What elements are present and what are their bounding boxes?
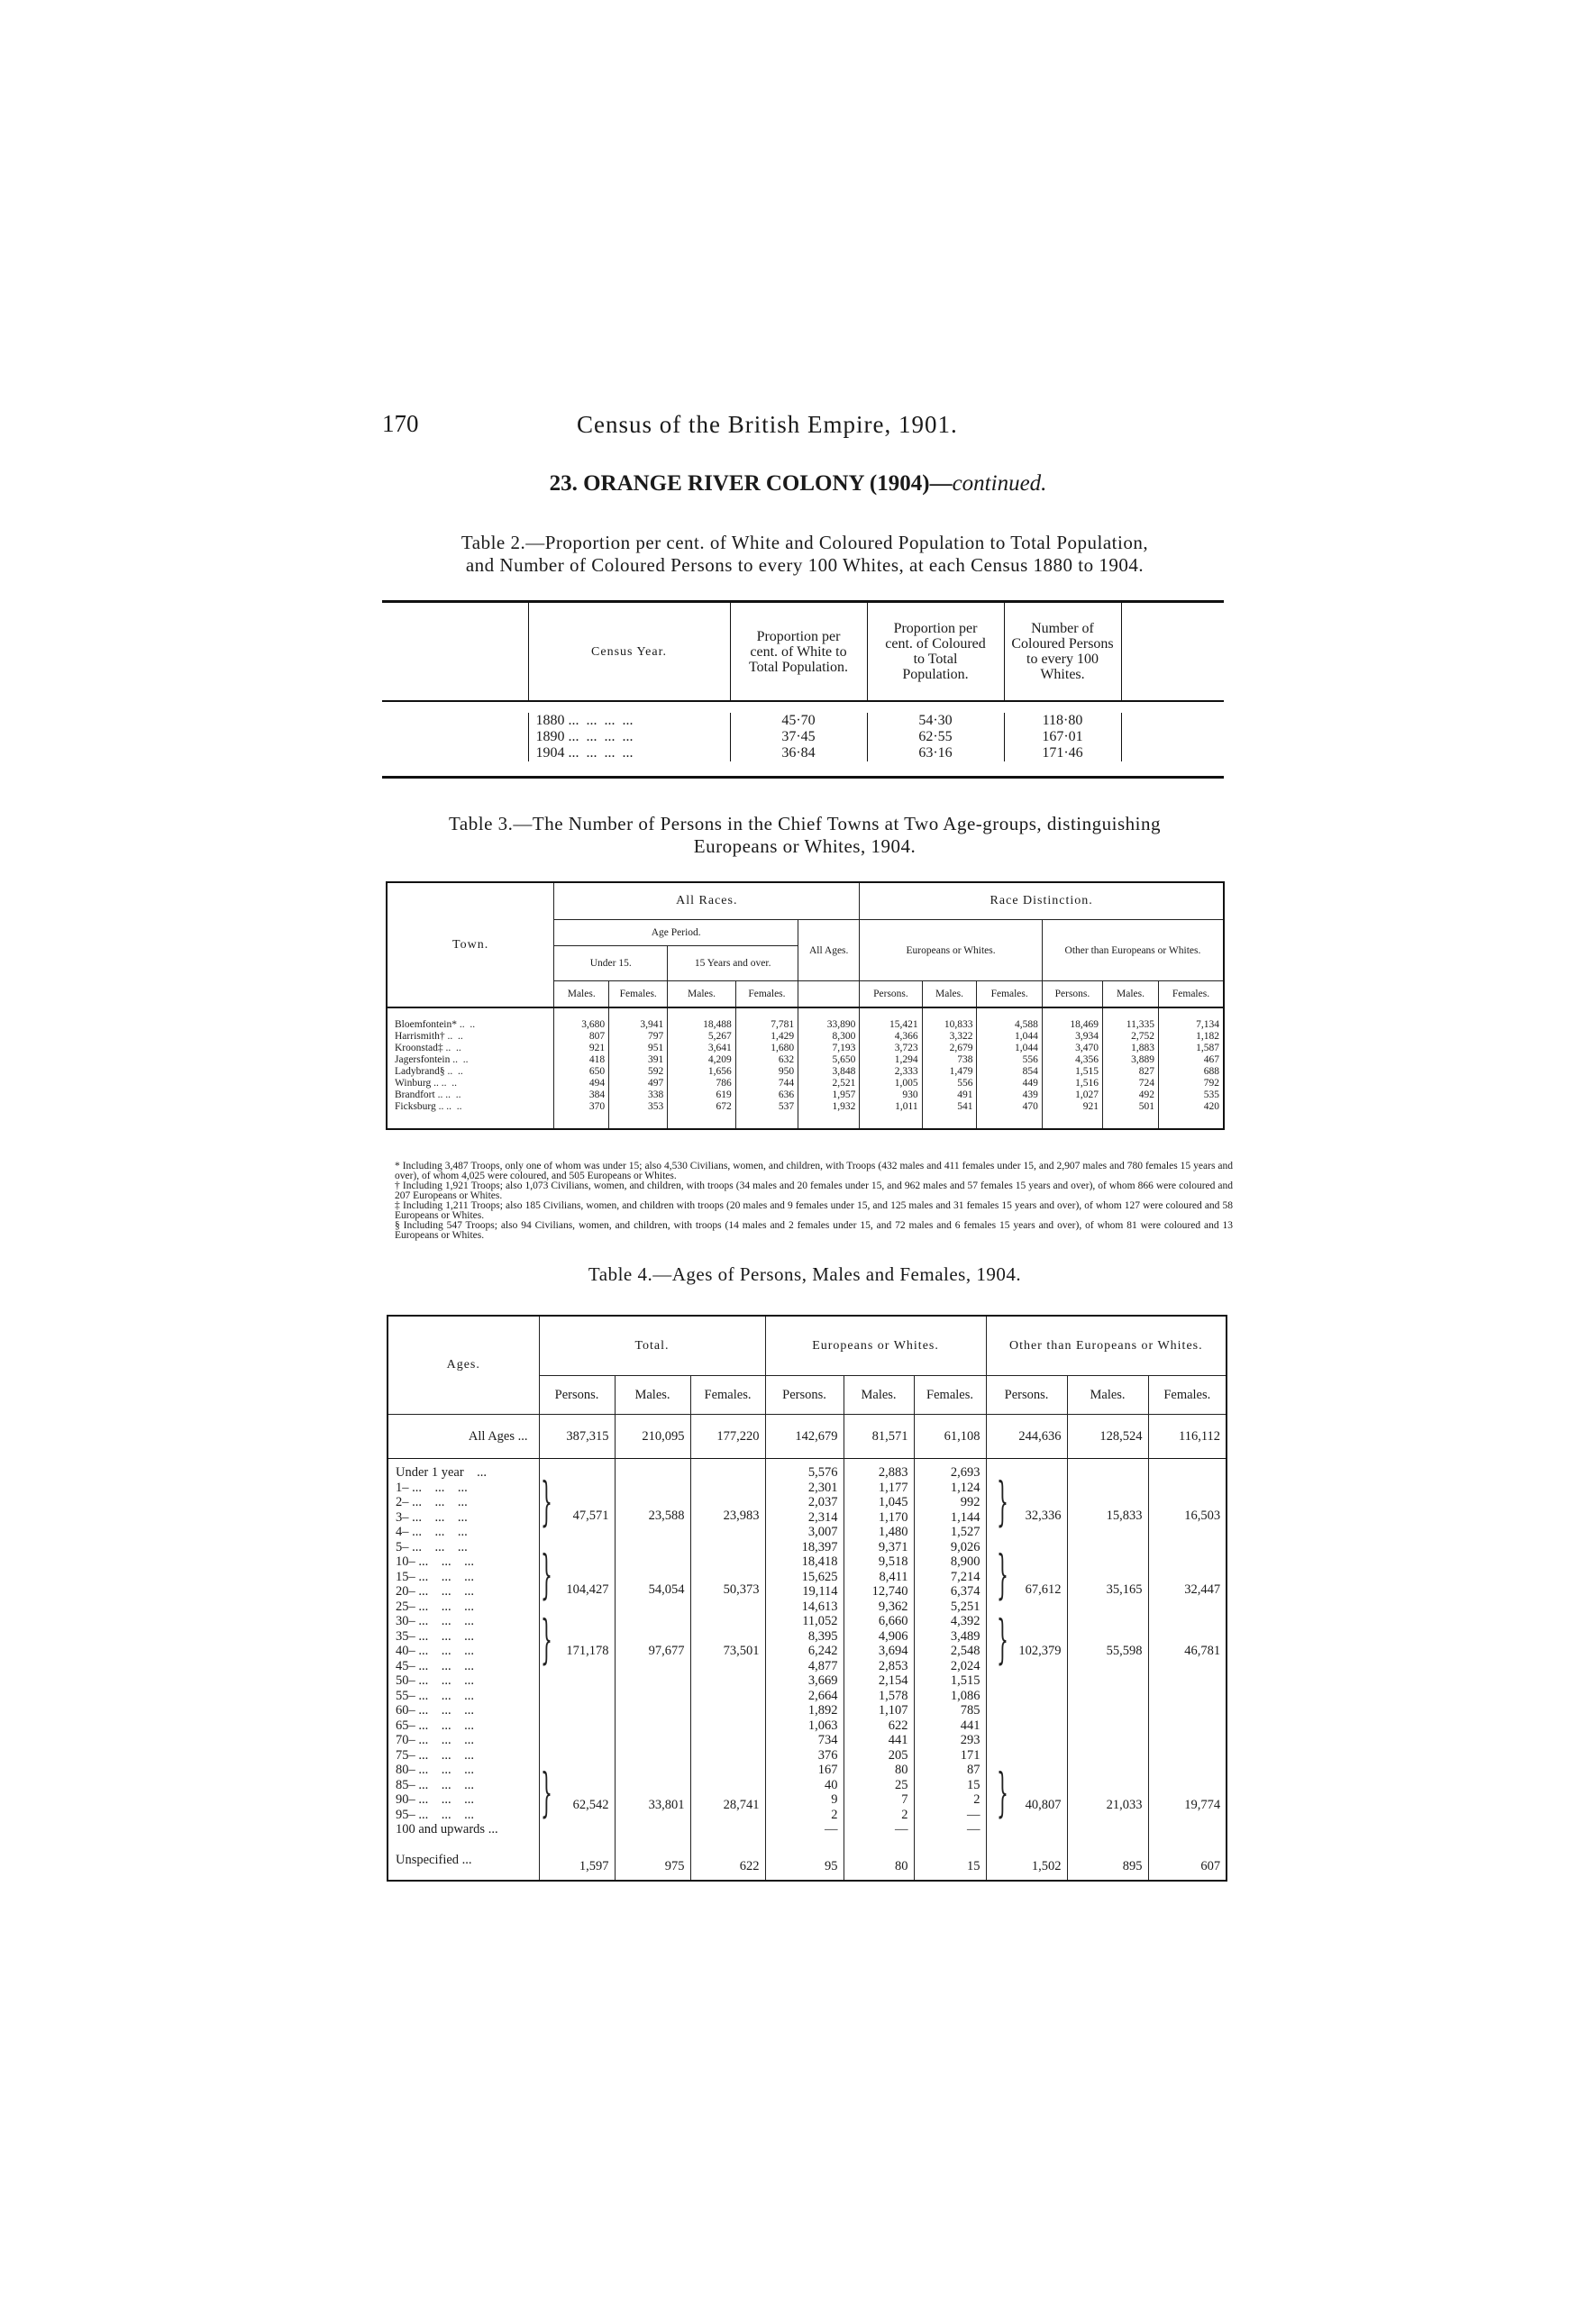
t4-g3-tm: 33,801 — [648, 1798, 685, 1812]
footnote: * Including 3,487 Troops, only one of whom was under 15; also 4,530 Civilians, women, and children, with Troops (432 males and 411 females under 15, and 2,907 males and 780 females 15 years and over), of whom 4,025 were coloured, and 505 Europeans or Whites. — [395, 1161, 1233, 1181]
t4-g2-tp: 171,178 — [566, 1644, 609, 1658]
t4-g3-op: 40,807 — [1025, 1798, 1062, 1812]
t2-header-white: Proportion per cent. of White to Total Population. — [730, 602, 867, 702]
t4-g1-tm: 54,054 — [648, 1582, 685, 1597]
t4-g3-tf: 28,741 — [723, 1798, 760, 1812]
t3-header-town: Town. — [387, 882, 554, 1007]
t2-year: 1890 ... ... ... ... — [528, 729, 730, 745]
t4-total-males-col — [615, 1459, 690, 1854]
t4-total-females-col — [690, 1459, 765, 1854]
t2-white: 37·45 — [730, 729, 867, 745]
t3-u15-females: 3,941 797 951 391 592 497 338 353 — [609, 1007, 668, 1129]
footnote: ‡ Including 1,211 Troops; also 185 Civilians, women, and children with troops (20 males and 9 females under 15, and 125 males and 31 females 15 years and over), of whom 127 were coloured and 58 Europeans or Whites. — [395, 1200, 1233, 1221]
cell: 622 — [690, 1853, 765, 1881]
t4-h-total-males: Males. — [615, 1376, 690, 1415]
t4-g2-of: 46,781 — [1184, 1644, 1221, 1658]
t3-o15-males: 18,488 5,267 3,641 4,209 1,656 786 619 672 — [668, 1007, 736, 1129]
section-title-suffix: continued. — [952, 471, 1047, 496]
cell: 387,315 — [539, 1415, 615, 1459]
t3-header-other: Other than Europeans or Whites. — [1042, 920, 1224, 981]
t4-g3-of: 19,774 — [1184, 1798, 1221, 1812]
cell: 895 — [1067, 1853, 1148, 1881]
t2-row — [382, 713, 1224, 729]
t4-unspecified-row — [388, 1853, 1227, 1881]
cell: 1,502 — [986, 1853, 1067, 1881]
t2-spacer — [382, 713, 528, 729]
t3-h-o15-males: Males. — [668, 981, 736, 1008]
t4-g0-tf: 23,983 — [723, 1508, 760, 1523]
t4-h-total-persons: Persons. — [539, 1376, 615, 1415]
t2-spacer — [382, 729, 528, 745]
t3-h-u15-females: Females. — [609, 981, 668, 1008]
t3-eu-persons: 15,421 4,366 3,723 1,294 2,333 1,005 930 1,011 — [860, 1007, 922, 1129]
t3-ot-persons: 18,469 3,934 3,470 4,356 1,515 1,516 1,027 921 — [1042, 1007, 1102, 1129]
section-title — [0, 471, 1596, 497]
cell: 80 — [844, 1853, 914, 1881]
group-brace: } — [997, 1762, 1008, 1823]
t2-white: 45·70 — [730, 713, 867, 729]
t3-header-europeans: Europeans or Whites. — [860, 920, 1043, 981]
t4-h-eu-males: Males. — [844, 1376, 914, 1415]
t3-h-u15-males: Males. — [554, 981, 609, 1008]
t4-g1-om: 35,165 — [1106, 1582, 1143, 1597]
t3-h-ot-males: Males. — [1103, 981, 1159, 1008]
t4-eu-females-col: 2,693 1,124 992 1,144 1,527 9,026 8,900 7,214 6,374 5,251 4,392 3,489 2,548 2,024 1,515 1,086 785 441 293 171 87 15 2 — — — [914, 1459, 986, 1854]
t4-g1-tp: 104,427 — [566, 1582, 609, 1597]
t3-h-eu-persons: Persons. — [860, 981, 922, 1008]
t2-spacer — [382, 745, 528, 761]
running-head: Census of the British Empire, 1901. — [577, 411, 958, 438]
section-title-text: 23. ORANGE RIVER COLONY (1904)— — [549, 471, 953, 496]
t4-other-females-col — [1148, 1459, 1227, 1854]
table3-caption-line2: Europeans or Whites, 1904. — [693, 835, 917, 857]
table4-caption: Table 4.—Ages of Persons, Males and Females, 1904. — [588, 1263, 1022, 1285]
t2-header-number: Number of Coloured Persons to every 100 Whites. — [1004, 602, 1121, 702]
table3-caption-line1: Table 3.—The Number of Persons in the Chief Towns at Two Age-groups, distinguishing — [449, 813, 1161, 834]
table2-caption-line2: and Number of Coloured Persons to every 100 Whites, at each Census 1880 to 1904. — [465, 554, 1145, 576]
t3-header-race-distinction: Race Distinction. — [860, 882, 1224, 920]
t4-g3-tp: 62,542 — [572, 1798, 609, 1812]
t2-header-year: Census Year. — [528, 602, 730, 702]
t3-eu-males: 10,833 3,322 2,679 738 1,479 556 491 541 — [922, 1007, 977, 1129]
t3-h-ot-persons: Persons. — [1042, 981, 1102, 1008]
cell: 244,636 — [986, 1415, 1067, 1459]
t2-coloured: 63·16 — [867, 745, 1004, 761]
t4-g0-tp: 47,571 — [572, 1508, 609, 1523]
cell: 142,679 — [765, 1415, 844, 1459]
t3-all-ages: 33,890 8,300 7,193 5,650 3,848 2,521 1,957 1,932 — [798, 1007, 860, 1129]
t2-white: 36·84 — [730, 745, 867, 761]
t4-h-ot-males: Males. — [1067, 1376, 1148, 1415]
t4-all-ages-row — [388, 1415, 1227, 1459]
page-number: 170 — [382, 410, 419, 437]
t2-row — [382, 745, 1224, 761]
group-brace: } — [541, 1471, 552, 1532]
cell: 607 — [1148, 1853, 1227, 1881]
cell: 15 — [914, 1853, 986, 1881]
t4-h-ot-persons: Persons. — [986, 1376, 1067, 1415]
footnotes — [386, 1162, 1233, 1241]
t4-other-males-col — [1067, 1459, 1148, 1854]
t3-h-eu-females: Females. — [977, 981, 1042, 1008]
t4-g0-op: 32,336 — [1025, 1508, 1062, 1523]
t4-g2-om: 55,598 — [1106, 1644, 1143, 1658]
t4-g1-op: 67,612 — [1025, 1582, 1062, 1597]
t4-age-labels: Under 1 year ... 1– ... ... ... 2– ... ... ... 3– ... ... ... 4– ... ... ... 5– ... ... ... 10– ... ... ... 15– ... ... ... 20– ... ... ... 25– ... ... ... 30– ... ... ... 35– ... ... ... 40– ... ... ... 45– ... ... ... 50– ... ... ... 55– ... ... ... 60– ... ... ... 65– ... ... ... 70– ... ... ... 75– ... ... ... 80– ... ... ... 85– ... ... ... 90– ... ... ... 95– ... ... ... 100 and upwards ... — [388, 1459, 539, 1854]
t4-eu-males-col: 2,883 1,177 1,045 1,170 1,480 9,371 9,518 8,411 12,740 9,362 6,660 4,906 3,694 2,853 2,154 1,578 1,107 622 441 205 80 25 7 2 — — [844, 1459, 914, 1854]
t4-header-total: Total. — [539, 1316, 765, 1376]
t4-unspecified-label: Unspecified ... — [388, 1853, 539, 1881]
t4-header-europeans: Europeans or Whites. — [765, 1316, 986, 1376]
t2-number: 167·01 — [1004, 729, 1121, 745]
t4-g0-tm: 23,588 — [648, 1508, 685, 1523]
group-brace: } — [541, 1544, 552, 1605]
t4-h-eu-females: Females. — [914, 1376, 986, 1415]
table2 — [382, 600, 1224, 779]
t4-g0-of: 16,503 — [1184, 1508, 1221, 1523]
group-brace: } — [997, 1609, 1008, 1670]
t3-header-15-over: 15 Years and over. — [668, 946, 798, 981]
t4-g2-tm: 97,677 — [648, 1644, 685, 1658]
t3-header-all-races: All Races. — [554, 882, 860, 920]
group-brace: } — [541, 1609, 552, 1670]
table3-caption — [382, 813, 1227, 858]
t3-h-ot-females: Females. — [1158, 981, 1224, 1008]
t2-row — [382, 729, 1224, 745]
t4-g2-op: 102,379 — [1018, 1644, 1062, 1658]
cell: 975 — [615, 1853, 690, 1881]
t3-town-names: Bloemfontein* .. .. Harrismith† .. .. Kroonstad‡ .. .. Jagersfontein .. .. Ladybrand§ .. .. Winburg .. .. .. Brandfort .. .. .. Ficksburg .. .. .. — [387, 1007, 554, 1129]
t4-h-total-females: Females. — [690, 1376, 765, 1415]
cell: 210,095 — [615, 1415, 690, 1459]
t2-year: 1880 ... ... ... ... — [528, 713, 730, 729]
t4-g2-tf: 73,501 — [723, 1644, 760, 1658]
t2-header-coloured: Proportion per cent. of Coloured to Total Population. — [867, 602, 1004, 702]
cell: 1,597 — [539, 1853, 615, 1881]
t2-spacer — [1121, 729, 1224, 745]
group-brace: } — [997, 1471, 1008, 1532]
t3-header-all-ages: All Ages. — [798, 920, 860, 981]
t3-ot-males: 11,335 2,752 1,883 3,889 827 724 492 501 — [1103, 1007, 1159, 1129]
cell: 81,571 — [844, 1415, 914, 1459]
group-brace: } — [997, 1544, 1008, 1605]
t4-g1-of: 32,447 — [1184, 1582, 1221, 1597]
cell: 61,108 — [914, 1415, 986, 1459]
t4-g1-tf: 50,373 — [723, 1582, 760, 1597]
t2-spacer — [1121, 745, 1224, 761]
t3-h-o15-females: Females. — [735, 981, 798, 1008]
table4 — [387, 1315, 1227, 1882]
t4-h-ot-females: Females. — [1148, 1376, 1227, 1415]
t4-g0-om: 15,833 — [1106, 1508, 1143, 1523]
t3-o15-females: 7,781 1,429 1,680 632 950 744 636 537 — [735, 1007, 798, 1129]
t3-header-age-period: Age Period. — [554, 920, 798, 946]
table2-caption — [382, 532, 1227, 577]
cell: 177,220 — [690, 1415, 765, 1459]
t2-year: 1904 ... ... ... ... — [528, 745, 730, 761]
t4-eu-persons-col: 5,576 2,301 2,037 2,314 3,007 18,397 18,418 15,625 19,114 14,613 11,052 8,395 6,242 4,877 3,669 2,664 1,892 1,063 734 376 167 40 9 2 — — [765, 1459, 844, 1854]
t3-ot-females: 7,134 1,182 1,587 467 688 792 535 420 — [1158, 1007, 1224, 1129]
t4-g3-om: 21,033 — [1106, 1798, 1143, 1812]
cell: 95 — [765, 1853, 844, 1881]
footnote: § Including 547 Troops; also 94 Civilians, women, and children, with troops (14 males and 2 females under 15, and 72 males and 6 females 15 years and over), of whom 81 were coloured and 13 Europeans or Whites. — [395, 1220, 1233, 1241]
t4-body-row — [388, 1459, 1227, 1854]
t3-h-eu-males: Males. — [922, 981, 977, 1008]
t2-number: 118·80 — [1004, 713, 1121, 729]
t3-u15-males: 3,680 807 921 418 650 494 384 370 — [554, 1007, 609, 1129]
table2-caption-line1: Table 2.—Proportion per cent. of White and Coloured Population to Total Population, — [461, 532, 1149, 553]
table3 — [386, 881, 1225, 1130]
group-brace: } — [541, 1762, 552, 1823]
footnote: † Including 1,921 Troops; also 1,073 Civilians, women, and children, with troops (34 males and 20 females under 15, and 962 males and 57 females 15 years and over), of whom 866 were coloured and 207 Europeans or Whites. — [395, 1180, 1233, 1201]
cell: 128,524 — [1067, 1415, 1148, 1459]
cell: 116,112 — [1148, 1415, 1227, 1459]
t4-header-ages: Ages. — [388, 1316, 539, 1415]
t4-header-other: Other than Europeans or Whites. — [986, 1316, 1227, 1376]
t3-header-under15: Under 15. — [554, 946, 668, 981]
t4-h-eu-persons: Persons. — [765, 1376, 844, 1415]
t2-spacer — [1121, 713, 1224, 729]
t4-all-ages-label: All Ages ... — [388, 1415, 539, 1459]
t2-coloured: 62·55 — [867, 729, 1004, 745]
t2-coloured: 54·30 — [867, 713, 1004, 729]
t3-eu-females: 4,588 1,044 1,044 556 854 449 439 470 — [977, 1007, 1042, 1129]
t2-number: 171·46 — [1004, 745, 1121, 761]
